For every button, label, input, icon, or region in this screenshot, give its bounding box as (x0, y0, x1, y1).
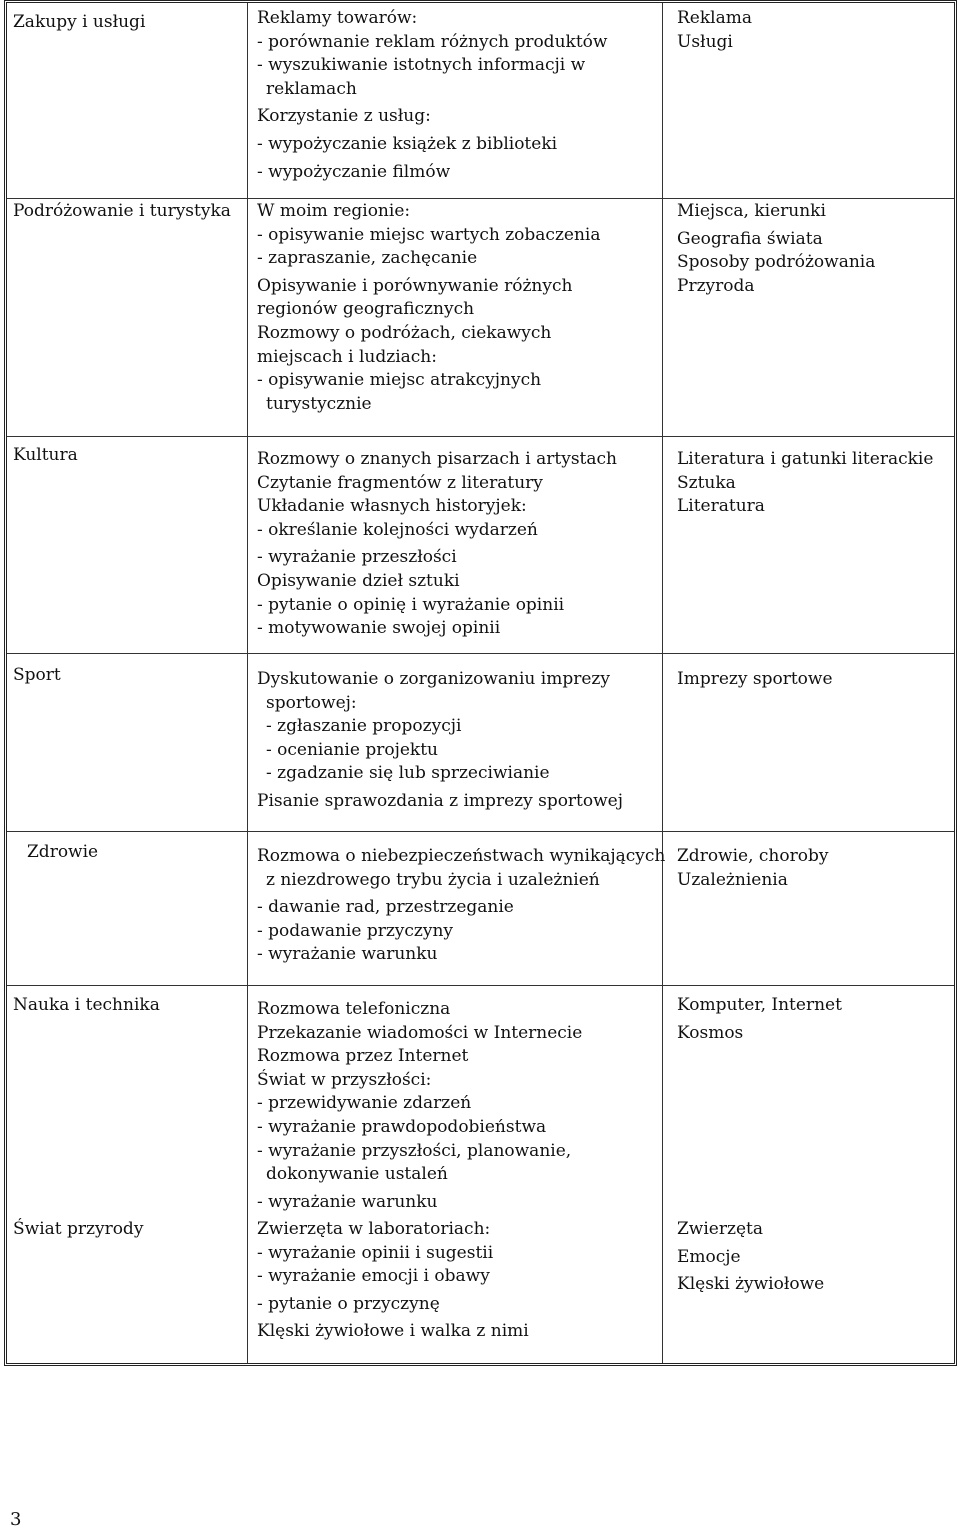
vocabulary-item: Miejsca, kierunki (677, 201, 826, 221)
activity-line: - pytanie o opinię i wyrażanie opinii (257, 594, 565, 615)
vocabulary-item: Geografia świata (677, 228, 823, 249)
activity-line: - wyrażanie warunku (257, 944, 438, 965)
category-cell (13, 994, 160, 1018)
activity-line: reklamach (266, 78, 357, 99)
activities-cell (257, 7, 607, 184)
activity-line: - porównanie reklam różnych produktów (257, 31, 608, 52)
activity-line: - wyrażanie przyszłości, planowanie, (257, 1140, 572, 1161)
activity-line: regionów geograficznych (257, 299, 475, 320)
vocabulary-item: Zdrowie, choroby (677, 846, 829, 866)
activity-line: Świat w przyszłości: (257, 1069, 432, 1090)
activity-line: Reklamy towarów: (257, 8, 418, 28)
activity-line: Układanie własnych historyjek: (257, 496, 527, 517)
activity-line: miejscach i ludziach: (257, 346, 437, 367)
category-label: Kultura (13, 445, 78, 465)
activities-cell (257, 845, 665, 967)
activity-line: z niezdrowego trybu życia i uzależnień (266, 869, 600, 890)
activity-line: turystycznie (266, 393, 372, 414)
vocabulary-item: Zwierzęta (677, 1219, 763, 1239)
activity-line: - opisywanie miejsc wartych zobaczenia (257, 224, 601, 245)
category-cell (13, 200, 231, 224)
activity-line: - wypożyczanie filmów (257, 161, 451, 182)
activities-cell (257, 998, 582, 1214)
vocabulary-item: Uzależnienia (677, 869, 788, 890)
activity-line: - wypożyczanie książek z biblioteki (257, 133, 558, 154)
activity-line: Korzystanie z usług: (257, 106, 431, 127)
vocabulary-item: Literatura (677, 496, 765, 517)
activity-line: - zgłaszanie propozycji (266, 716, 462, 737)
page-number: 3 (10, 1509, 22, 1530)
activity-line: - przewidywanie zdarzeń (257, 1093, 472, 1114)
activity-line: Czytanie fragmentów z literatury (257, 472, 543, 493)
activity-line: - wyrażanie opinii i sugestii (257, 1242, 494, 1263)
activity-line: - określanie kolejności wydarzeń (257, 519, 538, 540)
activity-line: Rozmowy o podróżach, ciekawych (257, 322, 552, 343)
activity-line: - wyrażanie przeszłości (257, 547, 457, 568)
activity-line: Zwierzęta w laboratoriach: (257, 1219, 491, 1239)
column-divider (662, 3, 663, 1363)
activity-line: Klęski żywiołowe i walka z nimi (257, 1321, 529, 1342)
activity-line: Opisywanie dzieł sztuki (257, 570, 460, 591)
vocabulary-item: Imprezy sportowe (677, 669, 833, 689)
vocabulary-cell (677, 200, 875, 298)
activity-line: dokonywanie ustaleń (266, 1164, 448, 1185)
vocabulary-item: Przyroda (677, 275, 755, 296)
vocabulary-item: Reklama (677, 8, 752, 28)
category-label: Świat przyrody (13, 1219, 144, 1239)
activity-line: - ocenianie projektu (266, 739, 438, 760)
category-label: Zakupy i usługi (13, 12, 146, 32)
category-cell (13, 444, 78, 468)
activity-line: - motywowanie swojej opinii (257, 618, 501, 639)
activities-cell (257, 1218, 529, 1344)
activities-cell (257, 448, 617, 641)
vocabulary-item: Komputer, Internet (677, 995, 842, 1015)
vocabulary-item: Usługi (677, 31, 733, 52)
vocabulary-cell (677, 1218, 824, 1297)
category-cell (13, 664, 61, 688)
activity-line: - pytanie o przyczynę (257, 1293, 440, 1314)
activity-line: sportowej: (266, 692, 357, 713)
topics-table (4, 0, 957, 1366)
activity-line: - zgadzanie się lub sprzeciwianie (266, 763, 550, 784)
category-label: Sport (13, 665, 61, 685)
category-cell (13, 11, 145, 35)
activity-line: - dawanie rad, przestrzeganie (257, 897, 514, 918)
activity-line: Rozmowa przez Internet (257, 1046, 469, 1067)
category-cell (27, 841, 98, 865)
vocabulary-item: Sposoby podróżowania (677, 252, 876, 273)
activity-line: - wyrażanie prawdopodobieństwa (257, 1116, 547, 1137)
activity-line: Pisanie sprawozdania z imprezy sportowej (257, 790, 624, 811)
vocabulary-item: Literatura i gatunki literackie (677, 449, 934, 469)
vocabulary-cell (677, 994, 842, 1045)
activity-line: - wyrażanie emocji i obawy (257, 1266, 490, 1287)
activity-line: - podawanie przyczyny (257, 920, 454, 941)
activity-line: - wyrażanie warunku (257, 1191, 438, 1212)
vocabulary-item: Sztuka (677, 472, 736, 493)
row-divider (7, 653, 954, 654)
activity-line: Przekazanie wiadomości w Internecie (257, 1022, 583, 1043)
activity-line: Dyskutowanie o zorganizowaniu imprezy (257, 669, 610, 689)
vocabulary-cell (677, 7, 752, 54)
vocabulary-cell (677, 448, 933, 519)
activity-line: Rozmowa telefoniczna (257, 999, 451, 1019)
activity-line: - wyszukiwanie istotnych informacji w (257, 55, 586, 76)
category-cell (13, 1218, 143, 1242)
activity-line: - opisywanie miejsc atrakcyjnych (257, 370, 542, 391)
row-divider (7, 198, 954, 199)
activities-cell (257, 668, 623, 814)
row-divider (7, 985, 954, 986)
activity-line: W moim regionie: (257, 201, 411, 221)
activities-cell (257, 200, 601, 416)
category-label: Nauka i technika (13, 995, 160, 1015)
category-label: Zdrowie (27, 842, 99, 862)
row-divider (7, 831, 954, 832)
vocabulary-item: Klęski żywiołowe (677, 1274, 825, 1295)
vocabulary-item: Kosmos (677, 1022, 744, 1043)
activity-line: Rozmowa o niebezpieczeństwach wynikających (257, 846, 666, 866)
vocabulary-cell (677, 668, 833, 692)
vocabulary-item: Emocje (677, 1246, 741, 1267)
column-divider (247, 3, 248, 1363)
activity-line: Opisywanie i porównywanie różnych (257, 275, 573, 296)
vocabulary-cell (677, 845, 828, 892)
activity-line: - zapraszanie, zachęcanie (257, 248, 478, 269)
row-divider (7, 436, 954, 437)
category-label: Podróżowanie i turystyka (13, 201, 231, 221)
activity-line: Rozmowy o znanych pisarzach i artystach (257, 449, 617, 469)
